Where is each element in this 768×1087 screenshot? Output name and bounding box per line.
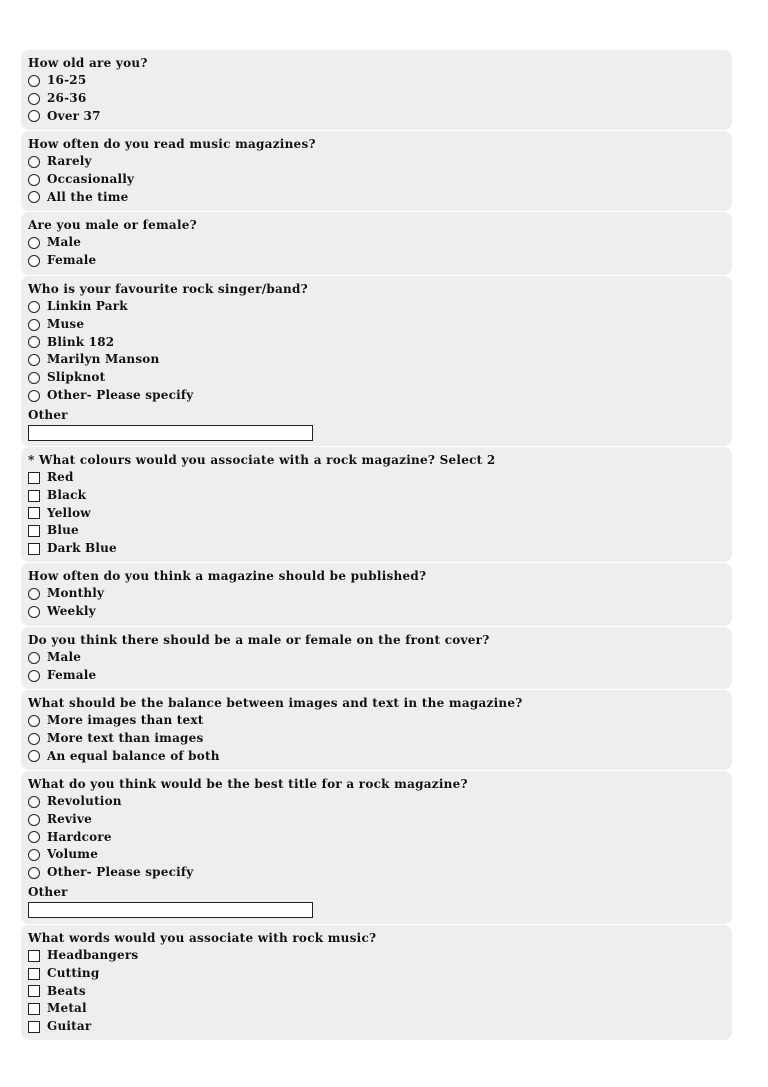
option-blink-182[interactable] (28, 334, 732, 352)
question-card-favourite-band (21, 276, 732, 446)
option-label: All the time (47, 189, 129, 204)
question-card-image-text-balance (21, 690, 732, 770)
option-linkin-park[interactable] (28, 298, 732, 316)
radio-button[interactable] (28, 75, 40, 87)
option-male[interactable] (28, 234, 732, 252)
radio-button[interactable] (28, 670, 40, 682)
radio-button[interactable] (28, 93, 40, 105)
option-label: Black (47, 487, 87, 502)
option-label: Blink 182 (47, 334, 115, 349)
radio-button[interactable] (28, 319, 40, 331)
option-label: Linkin Park (47, 299, 128, 313)
checkbox[interactable] (28, 1021, 40, 1033)
question-card-rock-words (21, 925, 732, 1040)
radio-button[interactable] (28, 156, 40, 168)
radio-button[interactable] (28, 715, 40, 727)
other-field-label: Other (28, 407, 68, 422)
option-label: 16-25 (47, 73, 87, 87)
radio-button[interactable] (28, 174, 40, 186)
option-label: Cutting (47, 965, 100, 980)
option-more-text[interactable] (28, 730, 732, 748)
checkbox[interactable] (28, 490, 40, 502)
question-title: Are you male or female? (28, 218, 197, 232)
question-title: How old are you? (28, 56, 148, 70)
question-title: How often do you think a magazine should be published? (28, 569, 427, 583)
option-guitar[interactable] (28, 1018, 732, 1036)
option-label: Muse (47, 316, 85, 331)
option-hardcore[interactable] (28, 829, 732, 847)
radio-button[interactable] (28, 354, 40, 366)
option-16-25[interactable] (28, 72, 732, 90)
option-male[interactable] (28, 649, 732, 667)
option-slipknot[interactable] (28, 369, 732, 387)
option-label: Marilyn Manson (47, 352, 160, 367)
question-title: * What colours would you associate with a rock magazine? Select 2 (28, 453, 496, 467)
option-blue[interactable] (28, 522, 732, 540)
question-card-gender (21, 212, 732, 275)
option-label: Slipknot (47, 370, 106, 385)
option-label: Male (47, 650, 82, 664)
radio-button[interactable] (28, 191, 40, 203)
option-beats[interactable] (28, 983, 732, 1001)
radio-button[interactable] (28, 372, 40, 384)
option-female[interactable] (28, 667, 732, 685)
option-label: Dark Blue (47, 541, 117, 556)
option-label: An equal balance of both (47, 748, 220, 763)
option-black[interactable] (28, 487, 732, 505)
checkbox[interactable] (28, 968, 40, 980)
checkbox[interactable] (28, 507, 40, 519)
option-female[interactable] (28, 252, 732, 270)
option-label: Female (47, 252, 97, 267)
option-label: More text than images (47, 730, 204, 745)
option-red[interactable] (28, 469, 732, 487)
option-label: Hardcore (47, 829, 112, 844)
checkbox[interactable] (28, 985, 40, 997)
other-field-label: Other (28, 884, 68, 899)
checkbox[interactable] (28, 543, 40, 555)
option-revolution[interactable] (28, 793, 732, 811)
option-label: Yellow (47, 505, 91, 520)
radio-button[interactable] (28, 831, 40, 843)
radio-button[interactable] (28, 390, 40, 402)
radio-button[interactable] (28, 606, 40, 618)
question-card-age (21, 50, 732, 130)
question-title: What words would you associate with rock music? (28, 931, 377, 945)
option-label: Metal (47, 1001, 87, 1016)
radio-button[interactable] (28, 849, 40, 861)
option-label: More images than text (47, 713, 204, 727)
option-label: Revolution (47, 794, 122, 808)
question-title: What should be the balance between images and text in the magazine? (28, 696, 523, 710)
radio-button[interactable] (28, 588, 40, 600)
radio-button[interactable] (28, 336, 40, 348)
question-card-publish-frequency (21, 563, 732, 626)
radio-button[interactable] (28, 255, 40, 267)
option-cutting[interactable] (28, 965, 732, 983)
option-headbangers[interactable] (28, 947, 732, 965)
option-label: Rarely (47, 154, 92, 168)
option-other[interactable] (28, 864, 732, 882)
option-weekly[interactable] (28, 603, 732, 621)
option-monthly[interactable] (28, 585, 732, 603)
radio-button[interactable] (28, 110, 40, 122)
radio-button[interactable] (28, 814, 40, 826)
question-card-magazine-title (21, 771, 732, 924)
option-over-37[interactable] (28, 108, 732, 126)
option-label: Red (47, 470, 74, 484)
option-other[interactable] (28, 387, 732, 405)
option-label: Volume (47, 847, 99, 862)
radio-button[interactable] (28, 237, 40, 249)
option-occasionally[interactable] (28, 171, 732, 189)
option-volume[interactable] (28, 846, 732, 864)
checkbox[interactable] (28, 525, 40, 537)
option-label: Male (47, 235, 82, 249)
question-title: Who is your favourite rock singer/band? (28, 282, 308, 296)
option-equal-balance[interactable] (28, 748, 732, 766)
question-title: What do you think would be the best title for a rock magazine? (28, 777, 468, 791)
radio-button[interactable] (28, 652, 40, 664)
checkbox[interactable] (28, 1003, 40, 1015)
checkbox[interactable] (28, 472, 40, 484)
option-label: Weekly (47, 603, 96, 618)
option-label: Blue (47, 523, 79, 538)
checkbox[interactable] (28, 950, 40, 962)
option-label: Guitar (47, 1019, 92, 1034)
option-marilyn-manson[interactable] (28, 351, 732, 369)
radio-button[interactable] (28, 796, 40, 808)
option-label: Headbangers (47, 948, 139, 962)
option-yellow[interactable] (28, 505, 732, 523)
option-more-images[interactable] (28, 712, 732, 730)
option-label: Revive (47, 811, 92, 826)
question-card-read-frequency (21, 131, 732, 211)
radio-button[interactable] (28, 301, 40, 313)
option-label: 26-36 (47, 90, 87, 105)
option-metal[interactable] (28, 1000, 732, 1018)
radio-button[interactable] (28, 733, 40, 745)
question-title: Do you think there should be a male or female on the front cover? (28, 633, 490, 647)
option-label: Beats (47, 983, 86, 998)
option-muse[interactable] (28, 316, 732, 334)
option-label: Occasionally (47, 171, 135, 186)
option-rarely[interactable] (28, 153, 732, 171)
other-text-input[interactable] (28, 902, 313, 918)
option-label: Other- Please specify (47, 865, 194, 880)
question-card-front-cover (21, 627, 732, 689)
option-label: Other- Please specify (47, 387, 194, 402)
option-26-36[interactable] (28, 90, 732, 108)
other-text-input[interactable] (28, 425, 313, 441)
option-label: Female (47, 667, 97, 682)
option-dark-blue[interactable] (28, 540, 732, 558)
option-all-the-time[interactable] (28, 189, 732, 207)
question-card-colours (21, 447, 732, 562)
option-label: Monthly (47, 586, 105, 600)
radio-button[interactable] (28, 867, 40, 879)
option-label: Over 37 (47, 108, 101, 123)
option-revive[interactable] (28, 811, 732, 829)
question-title: How often do you read music magazines? (28, 137, 316, 151)
radio-button[interactable] (28, 750, 40, 762)
